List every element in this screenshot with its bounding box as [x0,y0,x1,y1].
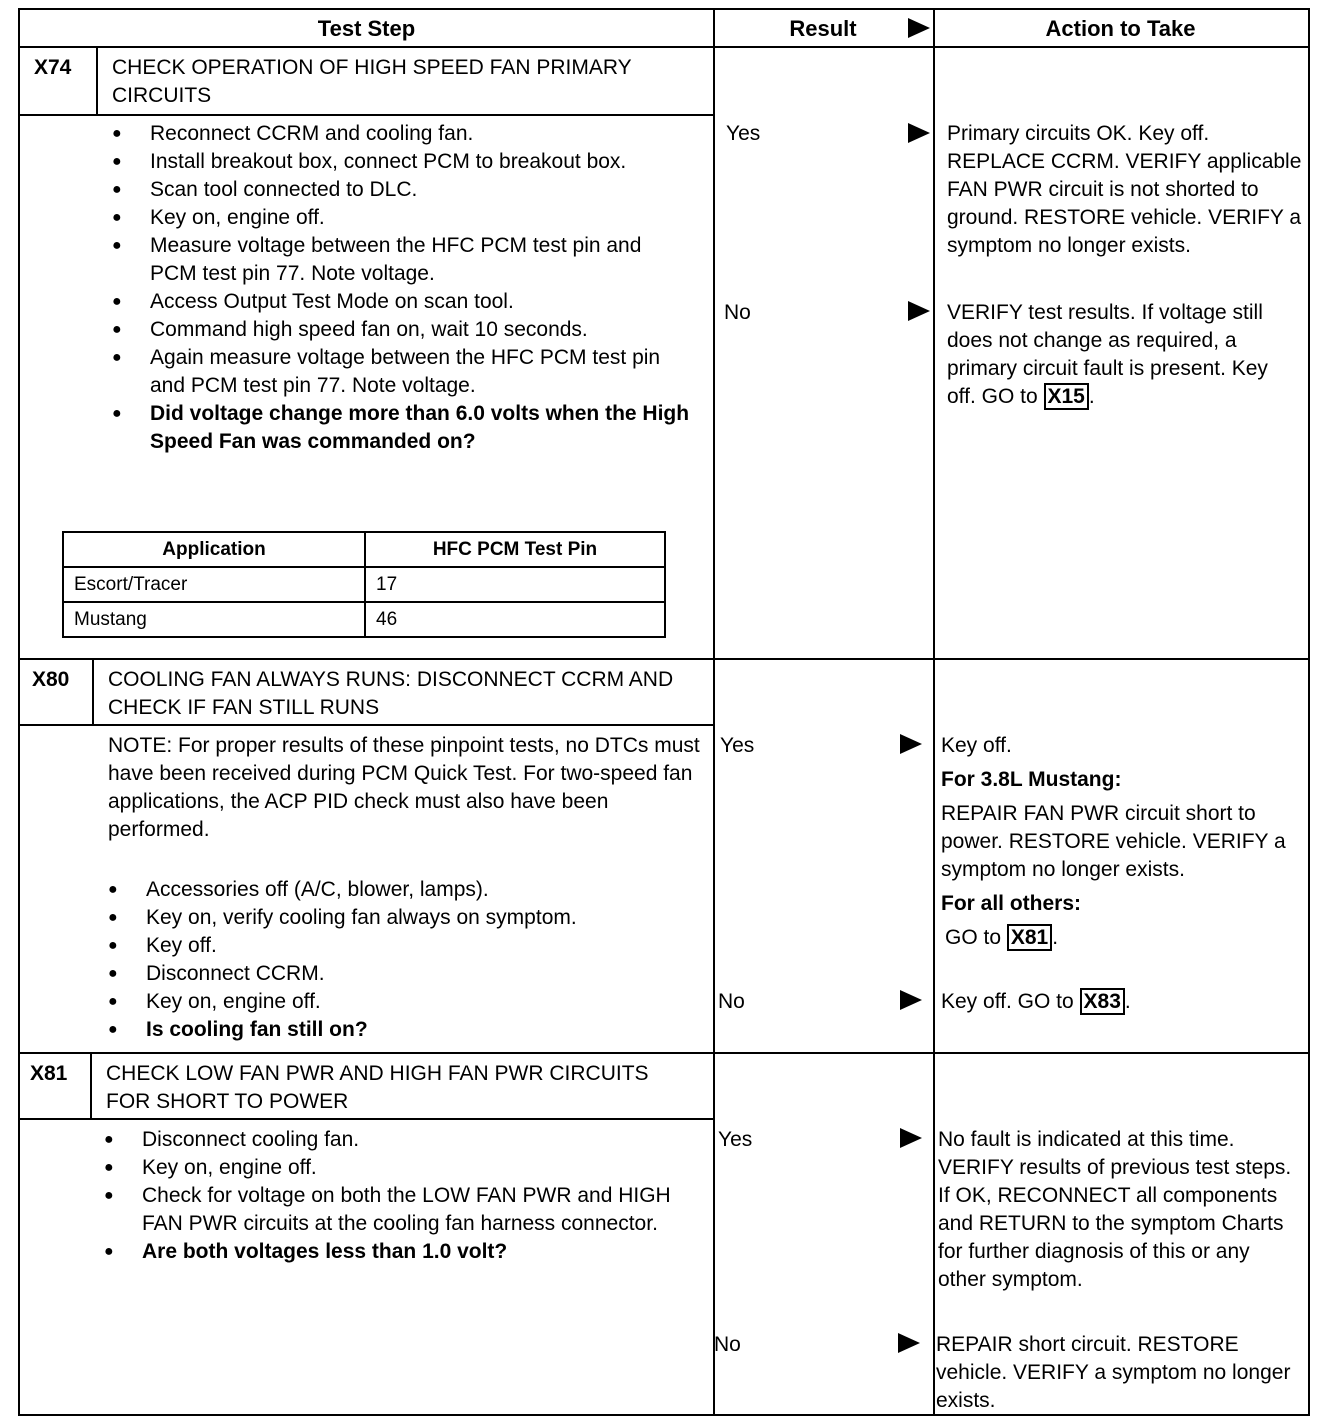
x80-steps [108,876,698,1044]
list-item: ● Disconnect CCRM. [108,960,698,988]
x80-result-yes: Yes [720,734,755,757]
list-item: ● Is cooling fan still on? [108,1016,698,1044]
list-item: ● Again measure voltage between the HFC PCM test pin and PCM test pin 77. Note voltage. [112,344,692,400]
x74-no-arrow-icon [908,301,930,321]
x74-id-divider [96,48,98,114]
table-header: HFC PCM Test Pin [365,532,665,567]
step-title-x80: COOLING FAN ALWAYS RUNS: DISCONNECT CCRM AND CHECK IF FAN STILL RUNS [108,668,674,719]
list-item: ● Measure voltage between the HFC PCM test pin and PCM test pin 77. Note voltage. [112,232,692,288]
x81-result-no: No [714,1333,741,1356]
table-cell: Escort/Tracer [63,567,365,602]
table-cell: 46 [365,602,665,637]
list-item: ● Command high speed fan on, wait 10 seconds. [112,316,692,344]
header-arrow-icon [908,18,930,38]
table-row [63,602,665,637]
list-item: ● Key off. [108,932,698,960]
x81-steps [104,1126,694,1266]
x80-note: NOTE: For proper results of these pinpoint tests, no DTCs must have been received during PCM Quick Test. For two-speed fan applications, the ACP PID check must also have been performed. [108,734,700,841]
x80-action-yes [941,732,1301,952]
x80-result-no: No [718,990,745,1013]
list-item: ● Scan tool connected to DLC. [112,176,692,204]
list-item: ● Key on, engine off. [112,204,692,232]
application-table [62,531,666,638]
list-item: ● Key on, engine off. [104,1154,694,1182]
list-item: ● Did voltage change more than 6.0 volts when the High Speed Fan was commanded on? [112,400,692,456]
x74-action-yes: Primary circuits OK. Key off. REPLACE CCRM. VERIFY applicable FAN PWR circuit is not shorted to ground. RESTORE vehicle. VERIFY a symptom no longer exists. [947,122,1302,257]
table-cell: Mustang [63,602,365,637]
x81-id-divider [90,1052,92,1118]
x80-yes-others-action: GO to X81 . [945,926,1059,949]
list-item: ● Install breakout box, connect PCM to breakout box. [112,148,692,176]
list-item: ● Key on, verify cooling fan always on symptom. [108,904,698,932]
list-item: ● Reconnect CCRM and cooling fan. [112,120,692,148]
diagnostic-table [18,8,1310,1416]
x80-yes-mustang-label: For 3.8L Mustang: [941,768,1122,791]
x80-no-arrow-icon [900,990,922,1010]
step-id-x80: X80 [32,668,70,691]
list-item: ● Check for voltage on both the LOW FAN PWR and HIGH FAN PWR circuits at the cooling fan harness connector. [104,1182,694,1238]
x80-yes-mustang-action: REPAIR FAN PWR circuit short to power. RESTORE vehicle. VERIFY a symptom no longer exists. [941,802,1286,881]
header-action: Action to Take [933,10,1308,48]
list-item: ● Are both voltages less than 1.0 volt? [104,1238,694,1266]
step-id-x74: X74 [34,56,72,79]
x80-action-no: Key off. GO to X83 . [941,990,1131,1013]
list-item: ● Access Output Test Mode on scan tool. [112,288,692,316]
x74-yes-arrow-icon [908,123,930,143]
x74-steps [112,120,692,456]
x74-action-no: VERIFY test results. If voltage still does not change as required, a primary circuit fault is present. Key off. GO to X15 . [947,301,1268,408]
x80-yes-key-off: Key off. [941,734,1012,757]
x80-id-divider [92,658,94,724]
list-item: ● Accessories off (A/C, blower, lamps). [108,876,698,904]
x81-result-yes: Yes [718,1128,753,1151]
x74-result-no: No [724,301,751,324]
list-item: ● Key on, engine off. [108,988,698,1016]
x81-action-no: REPAIR short circuit. RESTORE vehicle. VERIFY a symptom no longer exists. [936,1333,1291,1412]
x80-title-underline [20,724,713,726]
x15-reference[interactable]: X15 [1044,383,1089,410]
x74-no-text: VERIFY test results. If voltage still does not change as required, a primary circuit fault is present. Key off. GO to [947,301,1268,408]
header-test-step: Test Step [20,10,713,48]
x81-yes-arrow-icon [900,1128,922,1148]
list-item: ● Disconnect cooling fan. [104,1126,694,1154]
header-result: Result [713,10,933,48]
table-row [63,567,665,602]
table-cell: 17 [365,567,665,602]
x81-title-underline [20,1118,713,1120]
x74-result-yes: Yes [726,122,761,145]
x81-reference[interactable]: X81 [1007,924,1052,951]
x81-action-yes: No fault is indicated at this time. VERIFY results of previous test steps. If OK, RECONNECT all components and RETURN to the symptom Charts for further diagnosis of this or any other symptom. [938,1128,1292,1291]
x80-yes-arrow-icon [900,734,922,754]
table-header: Application [63,532,365,567]
section-divider-x81 [20,1052,1308,1054]
x80-yes-others-label: For all others: [941,892,1082,915]
col-divider-action [933,10,935,1414]
col-divider-result [713,10,715,1414]
x81-no-arrow-icon [898,1333,920,1353]
step-id-x81: X81 [30,1062,68,1085]
step-title-x81: CHECK LOW FAN PWR AND HIGH FAN PWR CIRCUITS FOR SHORT TO POWER [106,1062,649,1113]
section-divider-x80 [20,658,1308,660]
step-title-x74: CHECK OPERATION OF HIGH SPEED FAN PRIMARY CIRCUITS [112,56,632,107]
x83-reference[interactable]: X83 [1080,988,1125,1015]
x74-title-underline [20,114,713,116]
